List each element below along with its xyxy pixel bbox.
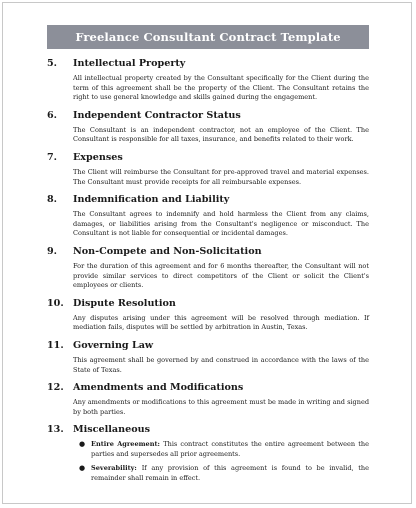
section-expenses — [47, 152, 369, 187]
section-title: Intellectual Property — [73, 58, 186, 69]
section-number: 10. — [47, 297, 64, 309]
section-miscellaneous — [47, 424, 369, 483]
section-body: Any amendments or modifications to this agreement must be made in writing and signed by both parties. — [73, 398, 370, 416]
section-heading — [47, 246, 369, 258]
section-body: This agreement shall be governed by and construed in accordance with the laws of the State of Texas. — [73, 355, 369, 374]
section-heading — [47, 110, 369, 122]
section-title: Miscellaneous — [73, 424, 150, 436]
section-independent-contractor-status — [47, 110, 369, 145]
section-number: 5. — [47, 58, 58, 69]
section-heading — [47, 424, 369, 436]
section-heading — [47, 382, 369, 394]
section-title: Non-Compete and Non-Solicitation — [73, 245, 262, 257]
section-intellectual-property — [47, 58, 369, 103]
section-number: 6. — [47, 109, 58, 121]
section-title: Dispute Resolution — [73, 297, 176, 309]
section-heading — [47, 194, 369, 206]
section-number: 8. — [47, 194, 58, 206]
section-title: Expenses — [73, 151, 123, 163]
section-number: 13. — [47, 424, 64, 436]
section-body: The Consultant is an independent contractor, not an employee of the Client. The Consultant is responsible for all taxes, insurance, and benefits related to their work. — [73, 125, 369, 144]
section-heading — [47, 298, 369, 310]
section-indemnification-liability — [47, 194, 369, 239]
list-item — [73, 440, 369, 459]
bullet-term: Severability: — [91, 464, 142, 473]
section-title: Governing Law — [73, 339, 154, 351]
list-item — [73, 464, 369, 483]
document-title: Freelance Consultant Contract Template — [47, 25, 369, 49]
section-heading — [47, 152, 369, 164]
section-body: For the duration of this agreement and for 6 months thereafter, the Consultant will not provide similar services to direct competitors of the Client or solicit the Client's employees or clients. — [73, 261, 369, 290]
section-amendments — [47, 382, 369, 417]
bullet-text: This contract constitutes the entire agreement between the parties and supersedes all prior agreements. — [91, 440, 369, 458]
section-body: The Client will reimburse the Consultant for pre-approved travel and material expenses. The Consultant must provide receipts for all reimbursable expenses. — [73, 167, 369, 186]
section-title: Independent Contractor Status — [73, 109, 241, 121]
section-heading — [47, 58, 369, 70]
section-dispute-resolution — [47, 298, 369, 333]
section-number: 9. — [47, 245, 58, 257]
section-non-compete — [47, 246, 369, 291]
section-title: Indemnification and Liability — [73, 194, 230, 206]
bullet-text: If any provision of this agreement is found to be invalid, the remainder shall remain in effect. — [91, 464, 369, 483]
section-number: 12. — [47, 382, 64, 394]
bullet-list — [73, 440, 369, 483]
bullet-term: Entire Agreement: — [91, 440, 164, 449]
section-body: Any disputes arising under this agreement will be resolved through mediation. If mediation fails, disputes will be settled by arbitration in Austin, Texas. — [73, 313, 369, 332]
document-page — [2, 2, 412, 504]
section-body: The Consultant agrees to indemnify and hold harmless the Client from any claims, damages, or liabilities arising from the Consultant's negligence or misconduct. The Consultant is not liable for consequential or incidental damages. — [73, 210, 369, 238]
section-title: Amendments and Modifications — [73, 382, 244, 394]
section-body: All intellectual property created by the Consultant specifically for the Client during the term of this agreement shall be the property of the Client. The Consultant retains the right to use general knowledge and skills gained during the engagement. — [73, 74, 369, 102]
section-heading — [47, 340, 369, 352]
section-governing-law — [47, 340, 369, 375]
bullet-icon: ● — [79, 440, 86, 449]
bullet-icon: ● — [79, 464, 86, 473]
document-content — [47, 58, 369, 491]
section-number: 11. — [47, 339, 64, 351]
section-number: 7. — [47, 151, 58, 163]
